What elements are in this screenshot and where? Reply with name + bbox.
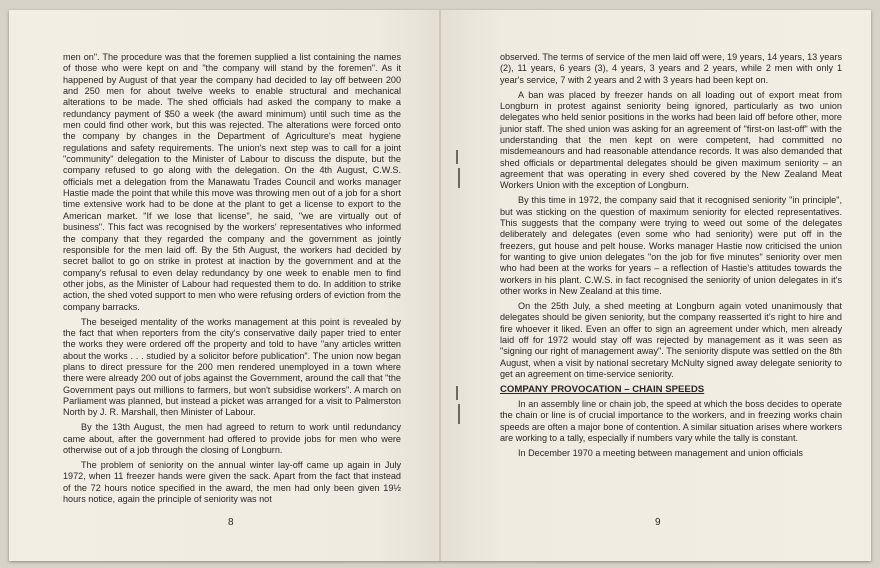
paragraph: By the 13th August, the men had agreed to return to work until redundancy came about, after the government had offered to provide jobs for men who were otherwise out of a job through the closing of Longburn. xyxy=(63,422,401,455)
paragraph: The beseiged mentality of the works management at this point is revealed by the fact that when reporters from the city's conservative daily paper tried to enter the works they were ordered off the property and told to have "any articles written about the works . . . studied by a solicitor before publication". The union now began plans to direct pressure for the 200 men rendered unemployed in a town where there were already 200 out of jobs against the Government, around the call that "the Government pays out millions to farmers, but won't subsidise workers". A march on Parliament was planned, but instead a picket was arranged for a visit to Palmerston North by J. R. Marshall, then Minister of Labour. xyxy=(63,316,401,418)
page-number: 8 xyxy=(228,517,234,528)
paragraph: observed. The terms of service of the men laid off were, 19 years, 14 years, 13 years (2), 11 years, 6 years (3), 4 years, 3 years and 2 years, while 2 men with only 1 year's service, 7 with 2 years and 2 with 3 years had been kept on. xyxy=(500,52,842,85)
paragraph: The problem of seniority on the annual winter lay-off came up again in July 1972, when 11 freezer hands were given the sack. Apart from the fact that instead of the 72 hours notice specified in the award, the men had only been given 19½ hours notice, again the principle of seniority was not xyxy=(63,459,401,504)
section-heading: COMPANY PROVOCATION – CHAIN SPEEDS xyxy=(500,384,705,395)
paragraph: On the 25th July, a shed meeting at Longburn again voted unanimously that delegates should be given seniority, but the company reasserted it's right to hire and fire whoever it liked. Even an offer to sign an agreement under which, men already laid off for 1972 would stay off was rejected by management as it was seen as "signing our right of management away". The seniority dispute was settled on the 8th August, when a visit by national secretary McNulty signed away delegate seniority to get an agreement on time-service seniority. xyxy=(500,301,842,380)
paragraph: In an assembly line or chain job, the speed at which the boss decides to operate the chain or line is of crucial importance to the workers, and in freezing works chain speeds are often a major bone of contention. A similar situation arises where workers are working to a tally, especially if numbers vary while the tally is constant. xyxy=(500,398,842,443)
staple-top-lower xyxy=(458,168,460,188)
spine-gutter xyxy=(439,10,441,561)
staple-top xyxy=(456,150,458,164)
left-page xyxy=(9,10,440,561)
paragraph: A ban was placed by freezer hands on all loading out of export meat from Longburn in protest against seniority being ignored, particularly as two union delegates who held senior positions in the works had been laid off before other, more junior staff. The shed union was asking for an agreement of "first-on last-off" with the understanding that the men kept on were competent, had committed no misdemeanours and had reasonable attendance records. It was also demanded that shed officials or departmental delegates should be given maximum seniority – an agreement that was operating in every shed covered by the New Zealand Meat Workers Union with the exception of Longburn. xyxy=(500,89,842,191)
booklet-spread xyxy=(9,10,871,561)
staple-bottom xyxy=(456,386,458,400)
paragraph: By this time in 1972, the company said that it recognised seniority "in principle", but was sticking on the question of maximum seniority for elected representatives. This suggests that the company were trying to weed out some of the delegates deliberately and delegates (even some who had seniority) were put off in the freezers, gut house and pelt house. Works manager Hastie now criticised the union for wanting to give union delegates "on the job for five minutes" seniority over men who had been at the works for years – a reflection of Hastie's attitudes towards the workers in his plant. C.W.S. in fact recognised the seniority of union delegates in it's other works in New Zealand at this time. xyxy=(500,195,842,297)
page-number: 9 xyxy=(655,517,661,528)
right-page xyxy=(440,10,871,561)
staple-bottom-lower xyxy=(458,404,460,424)
right-page-body xyxy=(500,52,842,463)
paragraph: men on". The procedure was that the foremen supplied a list containing the names of those who were kept on and "the company will stand by the foremen". As it happened by August of that year the company had decided to lay off between 200 and 250 men for about twelve weeks to enable structural and mechanical alterations to be made. The shed officials had asked the company to make a redundancy payment of $50 a week (the award minimum) until such time as the men could find other work, but this was rejected. The alterations were forced onto the company by changes in the Department of Agriculture's meat hygiene regulations and safety requirements. The union's next step was to call for a joint "community" delegation to the Minister of Labour to discuss the dispute, but the company refused to go along with the delegation. On the 4th August, C.W.S. officials met a delegation from the Manawatu Trades Council and works manager Hastie made the point that while this move was throwing men out of a job for a short time extensive work had to be done at the plant to get a license to export to the American market. "If we lose that license", he said, "we are virtually out of business". This fact was recognised by the workers' representatives who informed the company that they regarded the company and the government as jointly responsible for the men laid off. By the 5th August, the workers had decided by secret ballot to go on strike in protest at inaction by the government and at the company's refusal to even delay redundancy by one week to enable men to find other jobs, as the Minister of Labour had requested them to do. In addition to strike action, the shed voted support to men who were refusing orders of eviction from the company barracks. xyxy=(63,52,401,312)
left-page-body xyxy=(63,52,401,509)
paragraph: In December 1970 a meeting between management and union officials xyxy=(518,447,803,458)
